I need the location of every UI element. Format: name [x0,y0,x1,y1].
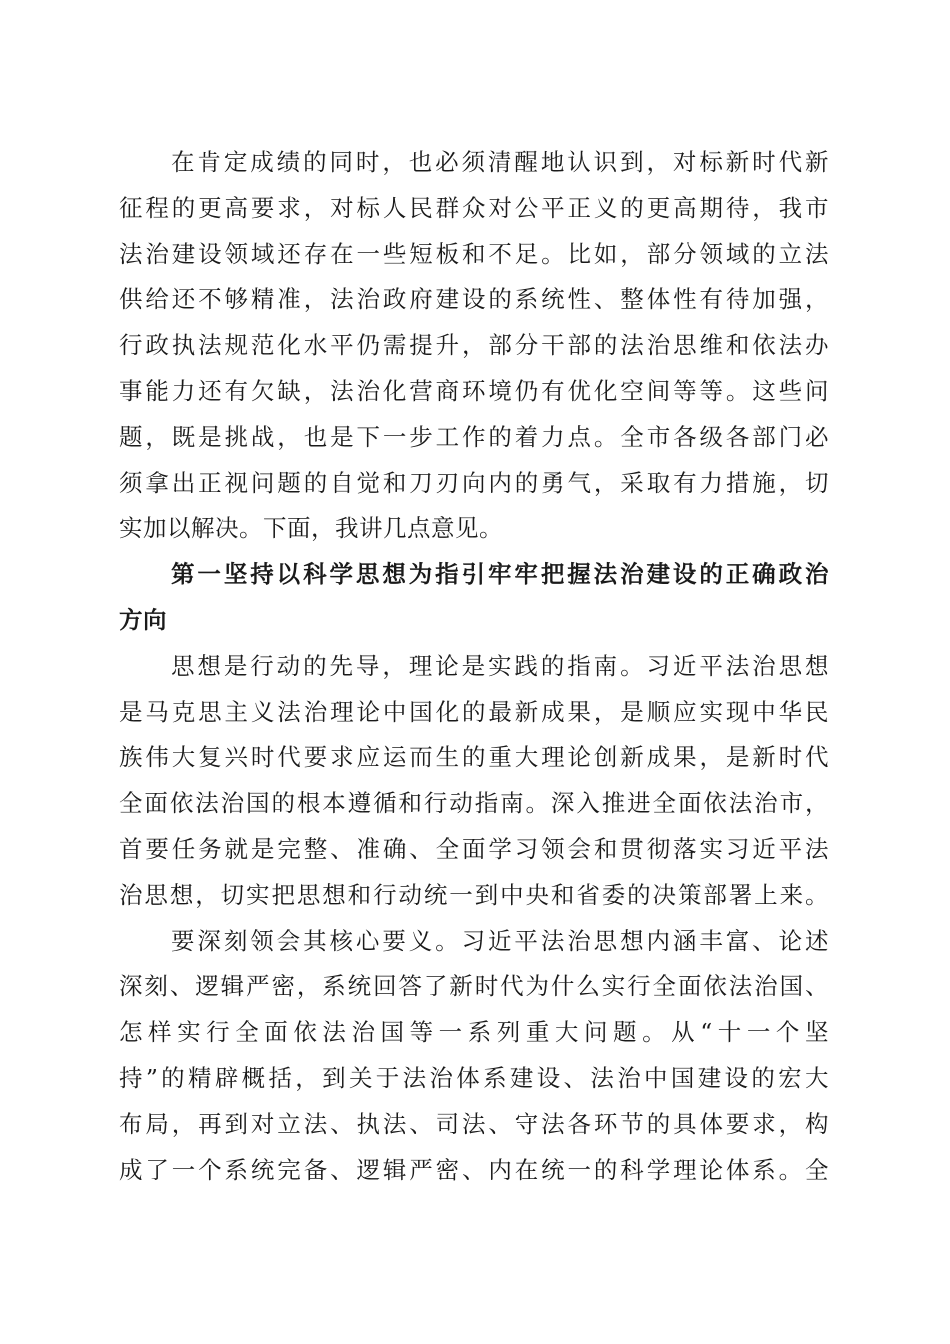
text-line: 治思想，切实把思想和行动统一到中央和省委的决策部署上来。 [119,880,829,909]
paragraph-guiding-thought [119,644,829,919]
text-line: 族伟大复兴时代要求应运而生的重大理论创新成果，是新时代 [119,743,829,772]
text-line: 须拿出正视问题的自觉和刀刃向内的勇气，采取有力措施，切 [119,468,829,497]
document-body [119,140,829,1193]
text-line: 行政执法规范化水平仍需提升，部分干部的法治思维和依法办 [119,331,829,360]
text-line: 首要任务就是完整、准确、全面学习领会和贯彻落实习近平法 [119,834,829,863]
text-line: 征程的更高要求，对标人民群众对公平正义的更高期待，我市 [119,193,829,222]
text-line: 全面依法治国的根本遵循和行动指南。深入推进全面依法治市， [119,789,829,818]
text-line: 题，既是挑战，也是下一步工作的着力点。全市各级各部门必 [119,422,829,451]
text-line: 怎样实行全面依法治国等一系列重大问题。从“十一个坚 [119,1018,829,1047]
text-line: 持”的精辟概括，到关于法治体系建设、法治中国建设的宏大 [119,1063,829,1092]
heading-line: 方向 [119,605,167,634]
text-line: 要深刻领会其核心要义。习近平法治思想内涵丰富、论述 [171,926,829,955]
text-line: 实加以解决。下面，我讲几点意见。 [119,514,503,543]
text-line: 是马克思主义法治理论中国化的最新成果，是顺应实现中华民 [119,697,829,726]
paragraph-shortcomings [119,140,829,552]
text-line: 供给还不够精准，法治政府建设的系统性、整体性有待加强， [119,285,829,314]
text-line: 法治建设领域还存在一些短板和不足。比如，部分领域的立法 [119,239,829,268]
text-line: 事能力还有欠缺，法治化营商环境仍有优化空间等等。这些问 [119,376,829,405]
paragraph-core-essence [119,919,829,1194]
text-line: 思想是行动的先导，理论是实践的指南。习近平法治思想 [171,651,829,680]
text-line: 深刻、逻辑严密，系统回答了新时代为什么实行全面依法治国、 [119,972,829,1001]
text-line: 在肯定成绩的同时，也必须清醒地认识到，对标新时代新 [171,148,829,176]
text-line: 成了一个系统完备、逻辑严密、内在统一的科学理论体系。全 [119,1155,829,1184]
section-heading [119,552,829,644]
heading-line: 第一坚持以科学思想为指引牢牢把握法治建设的正确政治 [171,560,829,589]
text-line: 布局，再到对立法、执法、司法、守法各环节的具体要求，构 [119,1109,829,1138]
